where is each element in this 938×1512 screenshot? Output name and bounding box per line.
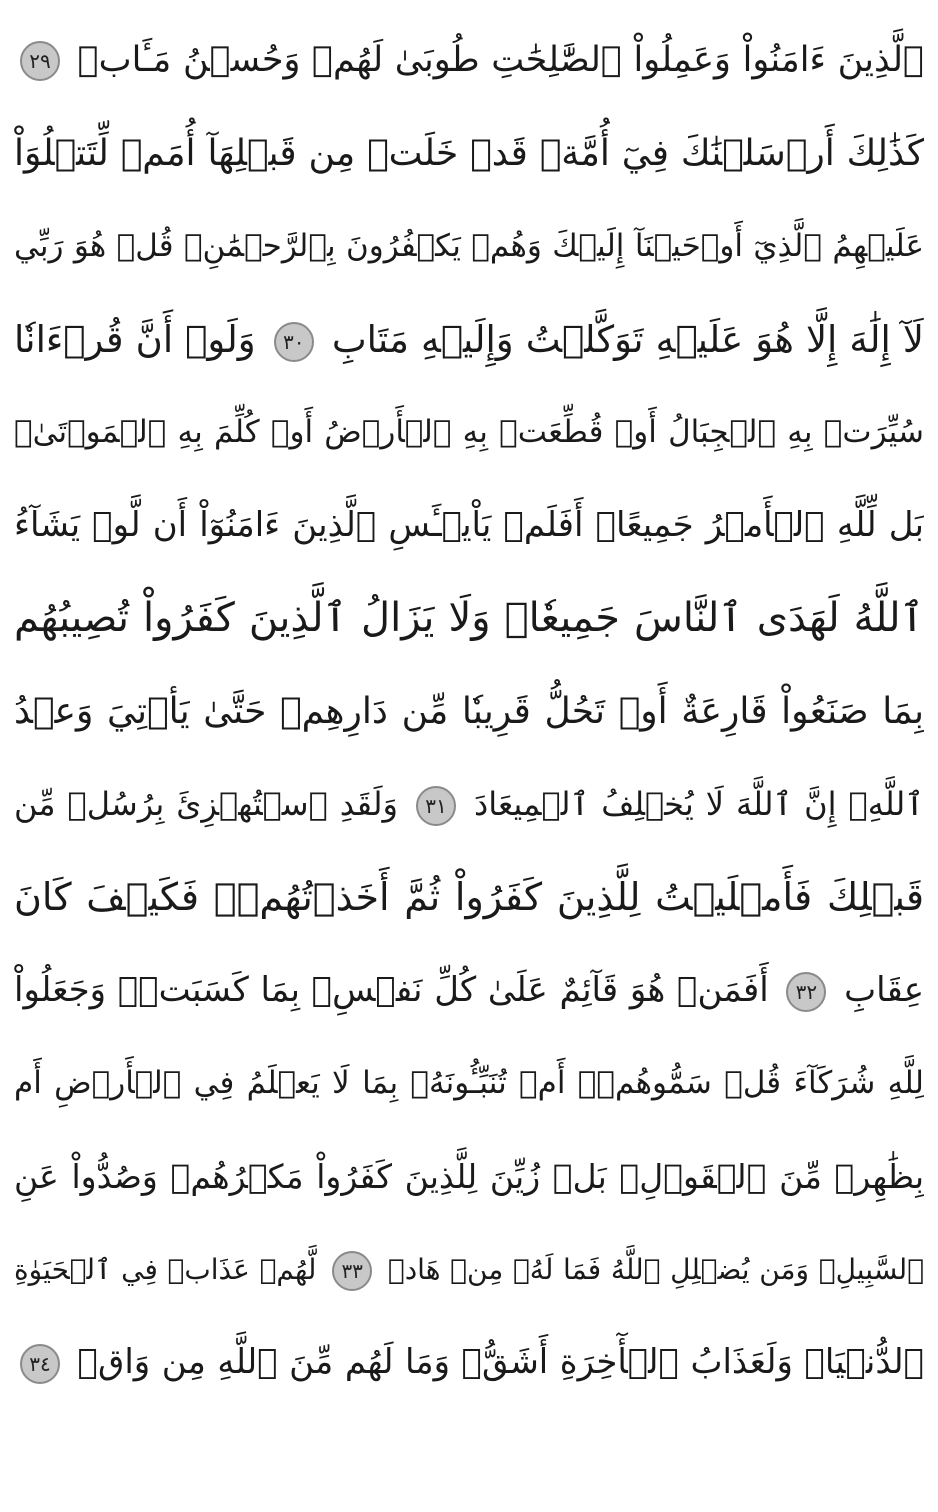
verse-text: كَذَٰلِكَ أَرۡسَلۡنَٰكَ فِيٓ أُمَّةٖ قَدۡ خَلَتۡ مِن قَبۡلِهَآ أُمَمٞ لِّتَتۡلُوَاْ — [14, 133, 924, 174]
verse-line — [14, 107, 924, 200]
verse-text: ٱللَّهِۚ إِنَّ ٱللَّهَ لَا يُخۡلِفُ ٱلۡمِيعَادَ — [473, 785, 924, 823]
verse-text: بِظَٰهِرٖ مِّنَ ٱلۡقَوۡلِۗ بَلۡ زُيِّنَ لِلَّذِينَ كَفَرُواْ مَكۡرُهُمۡ وَصُدُّواْ عَنِ — [14, 1157, 924, 1196]
quran-page — [14, 14, 924, 1504]
verse-line — [14, 1316, 924, 1409]
ayah-number-marker: ٣٢ — [786, 972, 826, 1012]
verse-text: بِمَا صَنَعُواْ قَارِعَةٌ أَوۡ تَحُلُّ قَرِيبٗا مِّن دَارِهِمۡ حَتَّىٰ يَأۡتِيَ وَعۡدُ — [14, 691, 924, 732]
verse-line — [14, 386, 924, 479]
verse-line — [14, 1130, 924, 1223]
verse-line — [14, 572, 924, 665]
verse-text: ٱللَّهُ لَهَدَى ٱلنَّاسَ جَمِيعٗاۗ وَلَا يَزَالُ ٱلَّذِينَ كَفَرُواْ تُصِيبُهُم — [14, 595, 924, 641]
verse-line — [14, 665, 924, 758]
verse-text: لِلَّهِ شُرَكَآءَ قُلۡ سَمُّوهُمۡۚ أَمۡ تُنَبِّـُٔونَهُۥ بِمَا لَا يَعۡلَمُ فِي ٱلۡأَرۡضِ أَم — [14, 1065, 924, 1101]
verse-line — [14, 1223, 924, 1316]
ayah-number-marker: ٣٤ — [20, 1344, 60, 1384]
verse-line — [14, 479, 924, 572]
verse-line — [14, 851, 924, 944]
verse-text: بَل لِّلَّهِ ٱلۡأَمۡرُ جَمِيعًاۗ أَفَلَمۡ يَاْيۡـَٔسِ ٱلَّذِينَ ءَامَنُوٓاْ أَن لَّوۡ يَشَآءُ — [14, 505, 924, 545]
verse-text: ٱلَّذِينَ ءَامَنُواْ وَعَمِلُواْ ٱلصَّٰلِحَٰتِ طُوبَىٰ لَهُمۡ وَحُسۡنُ مَـَٔابٖ — [77, 40, 924, 80]
verse-text: أَفَمَنۡ هُوَ قَآئِمٌ عَلَىٰ كُلِّ نَفۡسِۢ بِمَا كَسَبَتۡۗ وَجَعَلُواْ — [14, 970, 769, 1010]
verse-text: لَّهُمۡ عَذَابٞ فِي ٱلۡحَيَوٰةِ — [14, 1253, 317, 1286]
verse-text: عَلَيۡهِمُ ٱلَّذِيٓ أَوۡحَيۡنَآ إِلَيۡكَ وَهُمۡ يَكۡفُرُونَ بِٱلرَّحۡمَٰنِۚ قُلۡ هُوَ رَبِّي — [14, 228, 924, 264]
verse-line — [14, 1037, 924, 1130]
verse-text: لَآ إِلَٰهَ إِلَّا هُوَ عَلَيۡهِ تَوَكَّلۡتُ وَإِلَيۡهِ مَتَابِ — [331, 318, 924, 361]
ayah-number-marker: ٢٩ — [20, 41, 60, 81]
verse-text: ٱلدُّنۡيَاۖ وَلَعَذَابُ ٱلۡأٓخِرَةِ أَشَقُّۖ وَمَا لَهُم مِّنَ ٱللَّهِ مِن وَاقٖ — [77, 1342, 924, 1382]
verse-text: سُيِّرَتۡ بِهِ ٱلۡجِبَالُ أَوۡ قُطِّعَتۡ بِهِ ٱلۡأَرۡضُ أَوۡ كُلِّمَ بِهِ ٱلۡمَوۡتَىٰۗ — [14, 414, 924, 450]
verse-text: قَبۡلِكَ فَأَمۡلَيۡتُ لِلَّذِينَ كَفَرُواْ ثُمَّ أَخَذۡتُهُمۡۖ فَكَيۡفَ كَانَ — [14, 875, 924, 919]
verse-line — [14, 944, 924, 1037]
verse-text: ٱلسَّبِيلِۗ وَمَن يُضۡلِلِ ٱللَّهُ فَمَا لَهُۥ مِنۡ هَادٖ — [387, 1253, 924, 1286]
ayah-number-marker: ٣٣ — [332, 1251, 372, 1291]
verse-text: وَلَقَدِ ٱسۡتُهۡزِئَ بِرُسُلٖ مِّن — [14, 785, 398, 823]
ayah-number-marker: ٣١ — [416, 786, 456, 826]
verse-line — [14, 200, 924, 293]
verse-line — [14, 293, 924, 386]
ayah-number-marker: ٣٠ — [274, 322, 314, 362]
verse-text: وَلَوۡ أَنَّ قُرۡءَانٗا — [14, 318, 256, 361]
verse-text: عِقَابِ — [844, 970, 924, 1010]
verse-line — [14, 14, 924, 107]
verse-line — [14, 758, 924, 851]
